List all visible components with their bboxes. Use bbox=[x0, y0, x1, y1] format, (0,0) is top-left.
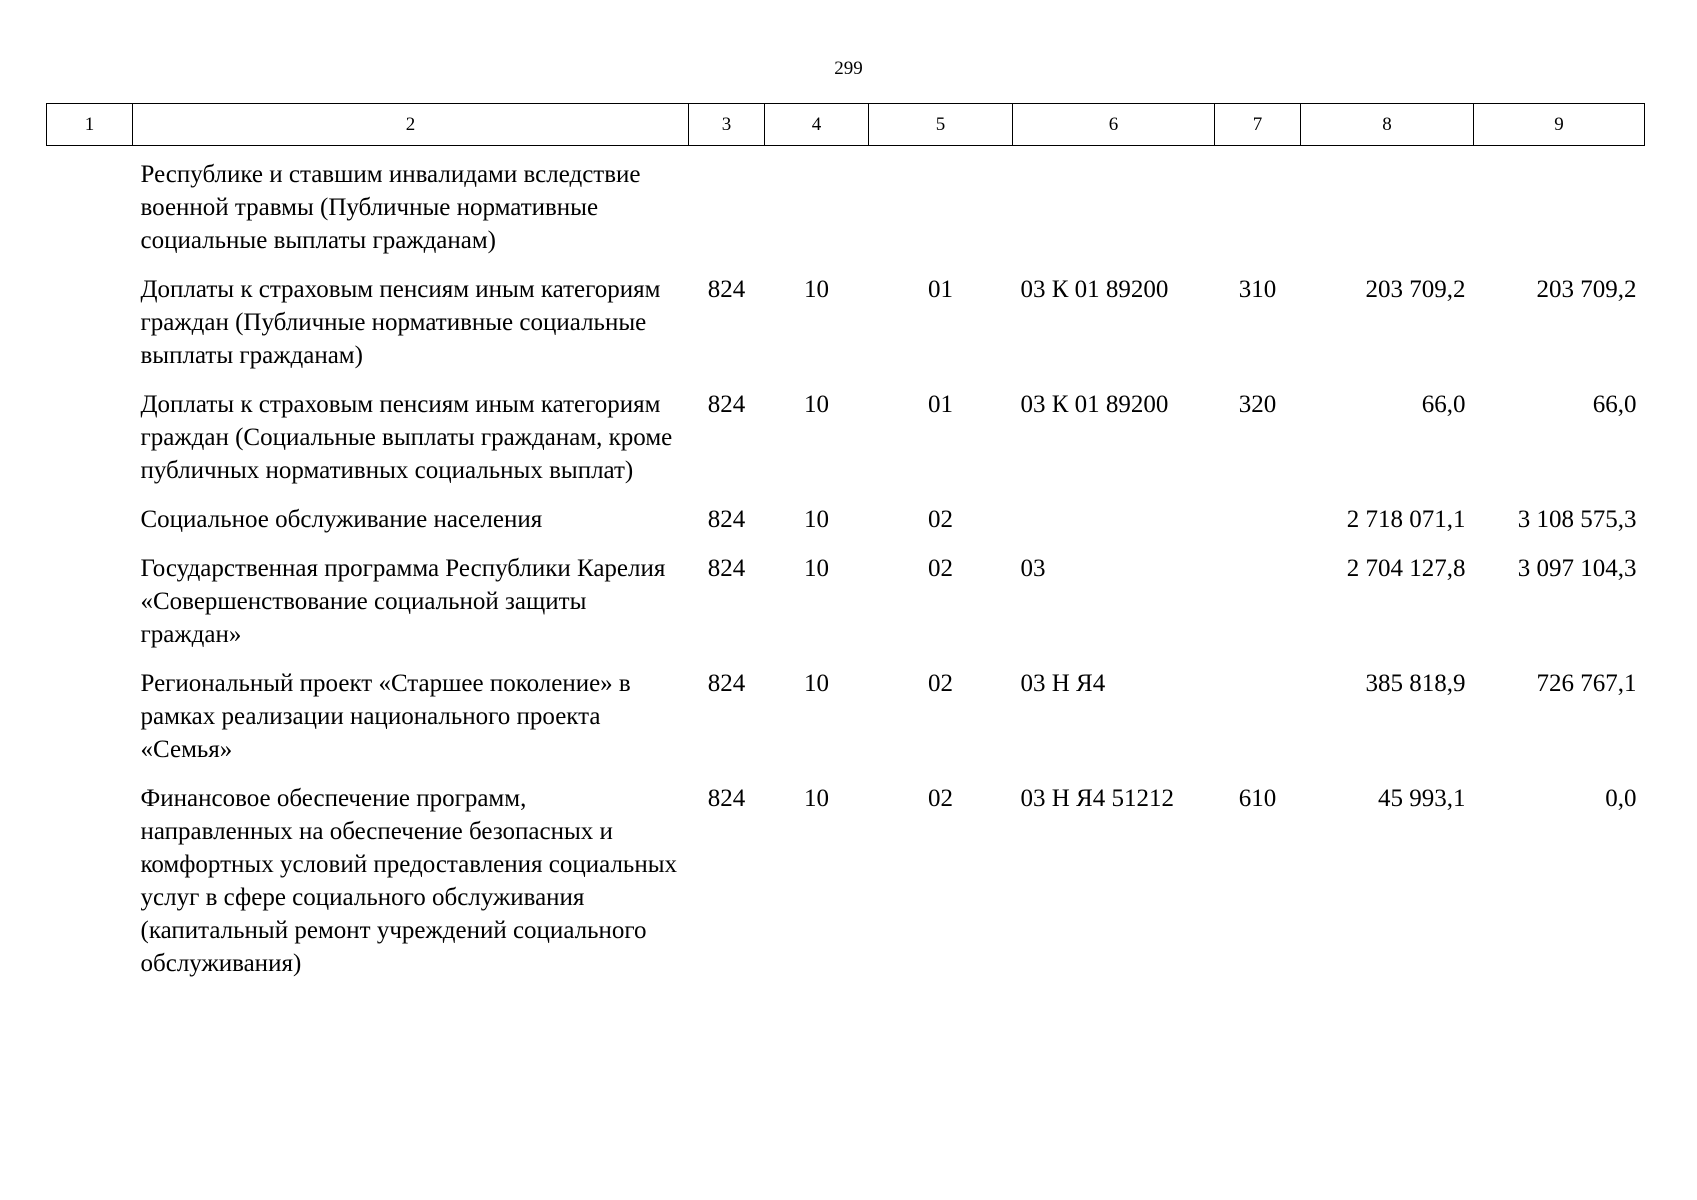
cell-expense-type bbox=[1215, 552, 1301, 667]
cell-admin-code bbox=[689, 146, 765, 274]
cell-amount-9: 3 097 104,3 bbox=[1517, 555, 1637, 582]
cell-amount-8: 203 709,2 bbox=[1365, 276, 1466, 303]
table-row bbox=[47, 552, 1645, 667]
cell-name: Финансовое обеспечение программ, направленных на обеспечение безопасных и комфортных условий предоставления социальных услуг в сфере социального обслуживания (капитальный ремонт учреждений социального обслуживания) bbox=[140, 785, 678, 977]
column-header-3: 3 bbox=[689, 104, 765, 146]
table-header bbox=[47, 104, 1645, 146]
cell-target-article: 03 К 01 89200 bbox=[1020, 391, 1169, 418]
cell-section: 10 bbox=[804, 276, 829, 303]
cell-section: 10 bbox=[804, 785, 829, 812]
cell-expense-type: 320 bbox=[1238, 391, 1277, 418]
cell-amount-9: 726 767,1 bbox=[1536, 670, 1637, 697]
cell-col1 bbox=[47, 388, 133, 503]
cell-amount-8: 385 818,9 bbox=[1365, 670, 1466, 697]
column-header-2: 2 bbox=[133, 104, 689, 146]
column-header-1: 1 bbox=[47, 104, 133, 146]
cell-target-article bbox=[1013, 146, 1215, 274]
cell-amount-9: 0,0 bbox=[1605, 785, 1637, 812]
cell-section: 10 bbox=[804, 555, 829, 582]
cell-section: 10 bbox=[804, 670, 829, 697]
cell-section: 10 bbox=[804, 506, 829, 533]
column-header-9: 9 bbox=[1474, 104, 1645, 146]
cell-amount-9: 66,0 bbox=[1592, 391, 1637, 418]
column-header-4: 4 bbox=[765, 104, 869, 146]
cell-subsection: 02 bbox=[928, 785, 953, 812]
cell-admin-code: 824 bbox=[707, 670, 746, 697]
cell-name: Государственная программа Республики Карелия «Совершенствование социальной защиты граждан» bbox=[140, 555, 666, 648]
cell-target-article: 03 bbox=[1020, 555, 1046, 582]
cell-target-article: 03 Н Я4 51212 bbox=[1020, 785, 1174, 812]
cell-name: Доплаты к страховым пенсиям иным категориям граждан (Публичные нормативные социальные выплаты гражданам) bbox=[140, 276, 661, 369]
cell-col1 bbox=[47, 273, 133, 388]
cell-section bbox=[765, 146, 869, 274]
cell-amount-8: 2 704 127,8 bbox=[1346, 555, 1466, 582]
cell-amount-9: 3 108 575,3 bbox=[1517, 506, 1637, 533]
column-header-7: 7 bbox=[1215, 104, 1301, 146]
cell-subsection: 02 bbox=[928, 670, 953, 697]
cell-admin-code: 824 bbox=[707, 555, 746, 582]
page-number: 299 bbox=[834, 58, 863, 79]
table-body bbox=[47, 146, 1645, 997]
table-row bbox=[47, 388, 1645, 503]
column-header-6: 6 bbox=[1013, 104, 1215, 146]
cell-col1 bbox=[47, 503, 133, 552]
budget-table-container bbox=[46, 103, 1644, 996]
cell-amount-9: 203 709,2 bbox=[1536, 276, 1637, 303]
cell-amount-8: 45 993,1 bbox=[1378, 785, 1466, 812]
cell-amount-8 bbox=[1301, 146, 1474, 274]
cell-amount-8: 2 718 071,1 bbox=[1346, 506, 1466, 533]
cell-target-article: 03 Н Я4 bbox=[1020, 670, 1106, 697]
cell-col1 bbox=[47, 552, 133, 667]
cell-col1 bbox=[47, 667, 133, 782]
column-header-8: 8 bbox=[1301, 104, 1474, 146]
cell-name: Доплаты к страховым пенсиям иным категориям граждан (Социальные выплаты гражданам, кроме публичных нормативных социальных выплат) bbox=[140, 391, 673, 484]
cell-expense-type: 610 bbox=[1238, 785, 1277, 812]
cell-target-article bbox=[1013, 503, 1215, 552]
cell-name: Региональный проект «Старшее поколение» в рамках реализации национального проекта «Семья» bbox=[140, 670, 631, 763]
table-row bbox=[47, 782, 1645, 996]
table-row bbox=[47, 667, 1645, 782]
cell-expense-type bbox=[1215, 667, 1301, 782]
cell-name: Социальное обслуживание населения bbox=[140, 506, 543, 533]
table-row bbox=[47, 273, 1645, 388]
cell-subsection: 02 bbox=[928, 555, 953, 582]
budget-table bbox=[46, 103, 1645, 996]
cell-amount-8: 66,0 bbox=[1421, 391, 1466, 418]
cell-col1 bbox=[47, 782, 133, 996]
cell-expense-type bbox=[1215, 503, 1301, 552]
cell-name: Республике и ставшим инвалидами вследствие военной травмы (Публичные нормативные социальные выплаты гражданам) bbox=[140, 161, 641, 254]
cell-section: 10 bbox=[804, 391, 829, 418]
header-row bbox=[47, 104, 1645, 146]
table-row bbox=[47, 146, 1645, 274]
cell-subsection: 01 bbox=[928, 391, 953, 418]
cell-subsection: 02 bbox=[928, 506, 953, 533]
cell-admin-code: 824 bbox=[707, 506, 746, 533]
cell-subsection bbox=[869, 146, 1013, 274]
cell-subsection: 01 bbox=[928, 276, 953, 303]
cell-admin-code: 824 bbox=[707, 276, 746, 303]
cell-target-article: 03 К 01 89200 bbox=[1020, 276, 1169, 303]
cell-amount-9 bbox=[1474, 146, 1645, 274]
cell-expense-type: 310 bbox=[1238, 276, 1277, 303]
cell-admin-code: 824 bbox=[707, 785, 746, 812]
table-row bbox=[47, 503, 1645, 552]
cell-expense-type bbox=[1215, 146, 1301, 274]
column-header-5: 5 bbox=[869, 104, 1013, 146]
cell-admin-code: 824 bbox=[707, 391, 746, 418]
cell-col1 bbox=[47, 146, 133, 274]
